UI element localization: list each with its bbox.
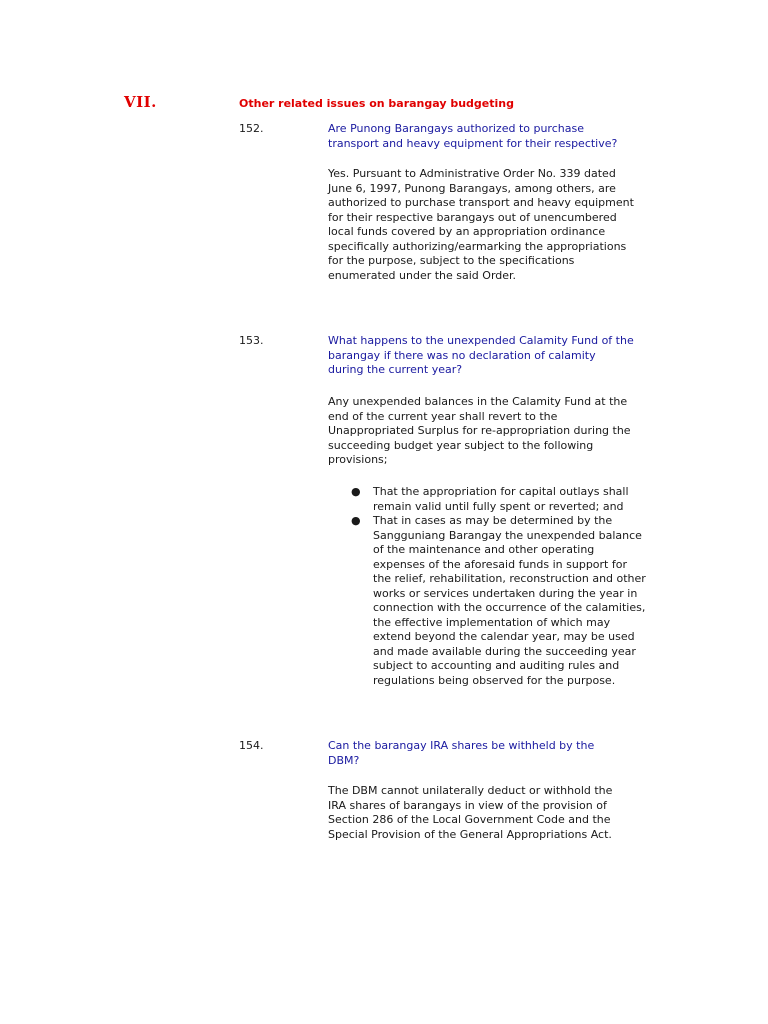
bullet-icon: ● (351, 485, 361, 498)
section-title: Other related issues on barangay budgeting (239, 97, 514, 110)
list-item (346, 514, 646, 688)
bullet-icon: ● (351, 514, 361, 527)
question-number: 154. (239, 739, 264, 752)
question-text: Can the barangay IRA shares be withheld by the DBM? (328, 739, 595, 767)
question-text: What happens to the unexpended Calamity Fund of the barangay if there was no declaration of calamity during the current year? (328, 334, 634, 376)
question-number: 152. (239, 122, 264, 135)
question-text: Are Punong Barangays authorized to purchase transport and heavy equipment for their respective? (328, 122, 618, 150)
list-item-text: That the appropriation for capital outlays shall remain valid until fully spent or reverted; and (373, 485, 629, 513)
question-number: 153. (239, 334, 264, 347)
list-item (346, 485, 646, 514)
answer-text: The DBM cannot unilaterally deduct or withhold the IRA shares of barangays in view of the provision of Section 286 of the Local Government Code and the Special Provision of the General Appropriations Act. (328, 784, 613, 841)
provision-list (346, 485, 646, 688)
answer-text: Yes. Pursuant to Administrative Order No. 339 dated June 6, 1997, Punong Barangays, among others, are authorized to purchase transport and heavy equipment for their respective barangays out of unencumbered local funds covered by an appropriation ordinance specifically authorizing/earmarking the appropriations for the purpose, subject to the specifications enumerated under the said Order. (328, 167, 634, 282)
answer-text: Any unexpended balances in the Calamity Fund at the end of the current year shall revert to the Unappropriated Surplus for re-appropriation during the succeeding budget year subject to the following provisions; (328, 395, 631, 466)
section-number: VII. (124, 93, 157, 111)
list-item-text: That in cases as may be determined by the Sangguniang Barangay the unexpended balance of the maintenance and other operating expenses of the aforesaid funds in support for the relief, rehabilitation, reconstruction and other works or services undertaken during the year in connection with the occurrence of the calamities, the effective implementation of which may extend beyond the calendar year, may be used and made available during the succeeding year subject to accounting and auditing rules and regulations being observed for the purpose. (373, 514, 646, 687)
